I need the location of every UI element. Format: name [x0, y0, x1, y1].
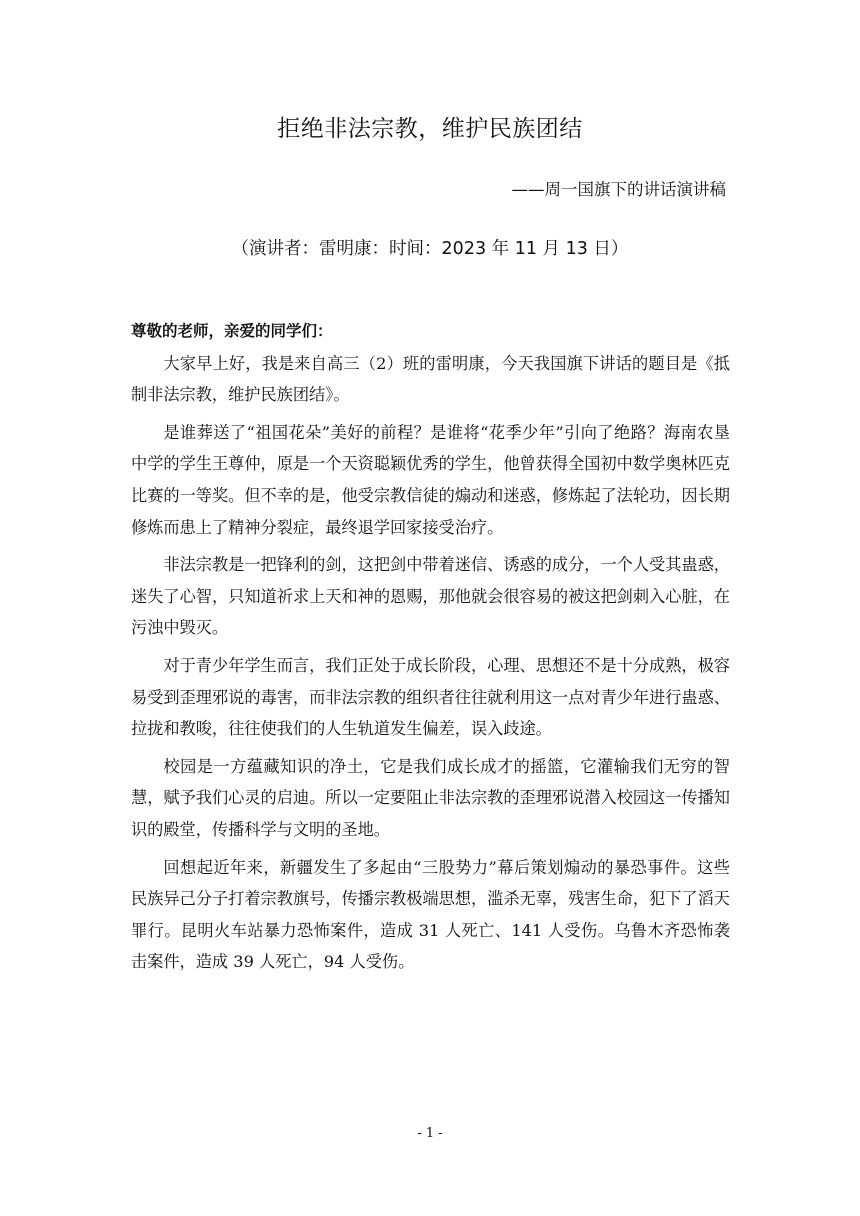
greeting: 尊敬的老师，亲爱的同学们：: [131, 322, 333, 340]
paragraph: 非法宗教是一把锋利的剑，这把剑中带着迷信、诱惑的成分，一个人受其蛊惑，迷失了心智，只知道祈求上天和神的恩赐，那他就会很容易的被这把剑刺入心脏，在污浊中毁灭。: [131, 555, 730, 638]
paragraph: 校园是一方蕴藏知识的净土，它是我们成长成才的摇篮，它灌输我们无穷的智慧，赋予我们心灵的启迪。所以一定要阻止非法宗教的歪理邪说潜入校园这一传播知识的殿堂，传播科学与文明的圣地。: [131, 756, 730, 839]
page-number: - 1 -: [417, 1126, 443, 1141]
paragraph: 回想起近年来，新疆发生了多起由“三股势力”幕后策划煽动的暴恐事件。这些民族异己分子打着宗教旗号，传播宗教极端思想，滥杀无辜，残害生命，犯下了滔天罪行。昆明火车站暴力恐怖案件，造成 31 人死亡、141 人受伤。乌鲁木齐恐怖袭击案件，造成 39 人死亡，94 人受伤。: [131, 857, 730, 972]
document-subtitle: ——周一国旗下的讲话演讲稿: [511, 180, 726, 199]
speaker-info: （演讲者：雷明康：时间：2023 年 11 月 13 日）: [231, 239, 629, 259]
paragraph: 大家早上好，我是来自高三（2）班的雷明康，今天我国旗下讲话的题目是《抵制非法宗教，维护民族团结》。: [131, 353, 730, 405]
speech-body: [131, 316, 730, 978]
paragraph: 对于青少年学生而言，我们正处于成长阶段，心理、思想还不是十分成熟，极容易受到歪理邪说的毒害，而非法宗教的组织者往往就利用这一点对青少年进行蛊惑、拉拢和教唆，往往使我们的人生轨道发生偏差，误入歧途。: [131, 655, 730, 739]
paragraph: 是谁葬送了“祖国花朵”美好的前程？是谁将“花季少年”引向了绝路？海南农垦中学的学生王尊仲，原是一个天资聪颖优秀的学生，他曾获得全国初中数学奥林匹克比赛的一等奖。但不幸的是，他受宗教信徒的煽动和迷惑，修炼起了法轮功，因长期修炼而患上了精神分裂症，最终退学回家接受治疗。: [131, 422, 730, 537]
document-title: 拒绝非法宗教，维护民族团结: [277, 116, 583, 142]
